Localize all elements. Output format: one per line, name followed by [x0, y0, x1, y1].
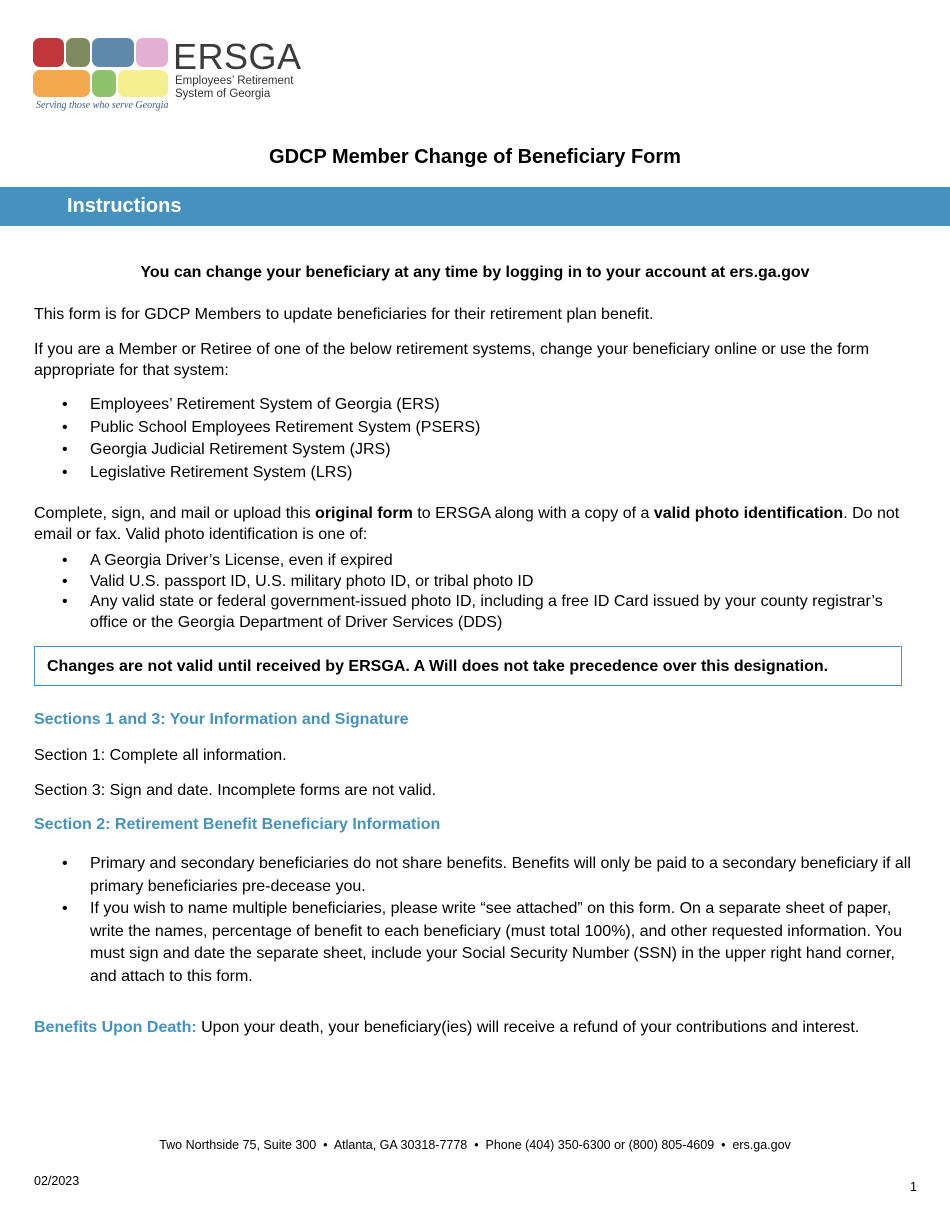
section-heading: Section 2: Retirement Benefit Beneficiary Information	[34, 816, 441, 833]
mail-text: . Do not email or fax. Valid photo identification is one of:	[34, 505, 900, 543]
logo-tile	[92, 70, 116, 97]
form-title: GDCP Member Change of Beneficiary Form	[269, 146, 681, 168]
mail-instructions	[34, 504, 914, 545]
logo-wordmark: ERSGA	[173, 36, 302, 77]
logo-tagline: Serving those who serve Georgia	[36, 100, 169, 111]
death-label: Benefits Upon Death:	[34, 1019, 197, 1036]
logo-tile	[33, 70, 90, 97]
page-number: 1	[910, 1180, 917, 1194]
mail-text: Complete, sign, and mail or upload this	[34, 505, 316, 522]
list-item: • Employees’ Retirement System of Georgia (ERS)	[34, 395, 904, 416]
logo-tile	[118, 70, 168, 97]
list-item: • A Georgia Driver’s License, even if expired	[34, 551, 904, 572]
list-item: • Any valid state or federal government-issued photo ID, including a free ID Card issued by your county registrar’s office or the Georgia Department of Driver Services (DDS)	[34, 592, 904, 633]
death-text: Upon your death, your beneficiary(ies) will receive a refund of your contributions and interest.	[196, 1019, 860, 1036]
mail-text: to ERSGA along with a copy of a	[412, 505, 654, 522]
ersga-logo	[33, 38, 303, 116]
logo-tile	[92, 38, 134, 67]
section2-list	[34, 852, 914, 988]
validity-notice-box	[34, 646, 902, 686]
list-item: • If you wish to name multiple beneficiaries, please write “see attached” on this form. On a separate sheet of paper, write the names, percentage of benefit to each beneficiary (must total 100%), and other requested information. You must sign and date the separate sheet, include your Social Security Number (SSN) in the upper right hand corner, and attach to this form.	[34, 898, 914, 988]
section1-text: Section 1: Complete all information.	[34, 747, 287, 764]
id-types-list	[34, 551, 904, 633]
intro-paragraph: This form is for GDCP Members to update beneficiaries for their retirement plan benefit.	[34, 306, 654, 323]
validity-notice: Changes are not valid until received by ERSGA. A Will does not take precedence over this designation.	[47, 658, 829, 675]
form-date: 02/2023	[34, 1174, 80, 1188]
list-item: • Georgia Judicial Retirement System (JRS)	[34, 440, 904, 461]
section3-text: Section 3: Sign and date. Incomplete forms are not valid.	[34, 782, 437, 799]
logo-tile	[33, 38, 64, 67]
mail-bold: original form	[315, 505, 413, 522]
logo-tile	[136, 38, 168, 67]
list-item: • Legislative Retirement System (LRS)	[34, 463, 904, 484]
banner-label: Instructions	[67, 195, 182, 217]
online-change-notice: You can change your beneficiary at any time by logging in to your account at ers.ga.gov	[140, 264, 810, 281]
logo-tile	[66, 38, 90, 67]
footer-address: Two Northside 75, Suite 300 • Atlanta, GA 30318-7778 • Phone (404) 350-6300 or (800) 805-4609 • ers.ga.gov	[159, 1138, 791, 1152]
mail-bold: valid photo identification	[653, 505, 844, 522]
systems-intro: If you are a Member or Retiree of one of the below retirement systems, change your beneficiary online or use the form appropriate for that system:	[34, 341, 870, 379]
logo-subtitle: Employees’ Retirement	[175, 75, 294, 87]
logo-subtitle: System of Georgia	[175, 88, 271, 100]
instructions-banner	[0, 187, 950, 226]
list-item: • Valid U.S. passport ID, U.S. military photo ID, or tribal photo ID	[34, 572, 904, 593]
benefits-upon-death	[34, 1018, 924, 1039]
list-item: • Primary and secondary beneficiaries do not share benefits. Benefits will only be paid to a secondary beneficiary if all primary beneficiaries pre-decease you.	[34, 852, 914, 898]
list-item: • Public School Employees Retirement System (PSERS)	[34, 418, 904, 439]
systems-list	[34, 395, 904, 483]
section-heading: Sections 1 and 3: Your Information and Signature	[34, 711, 409, 728]
